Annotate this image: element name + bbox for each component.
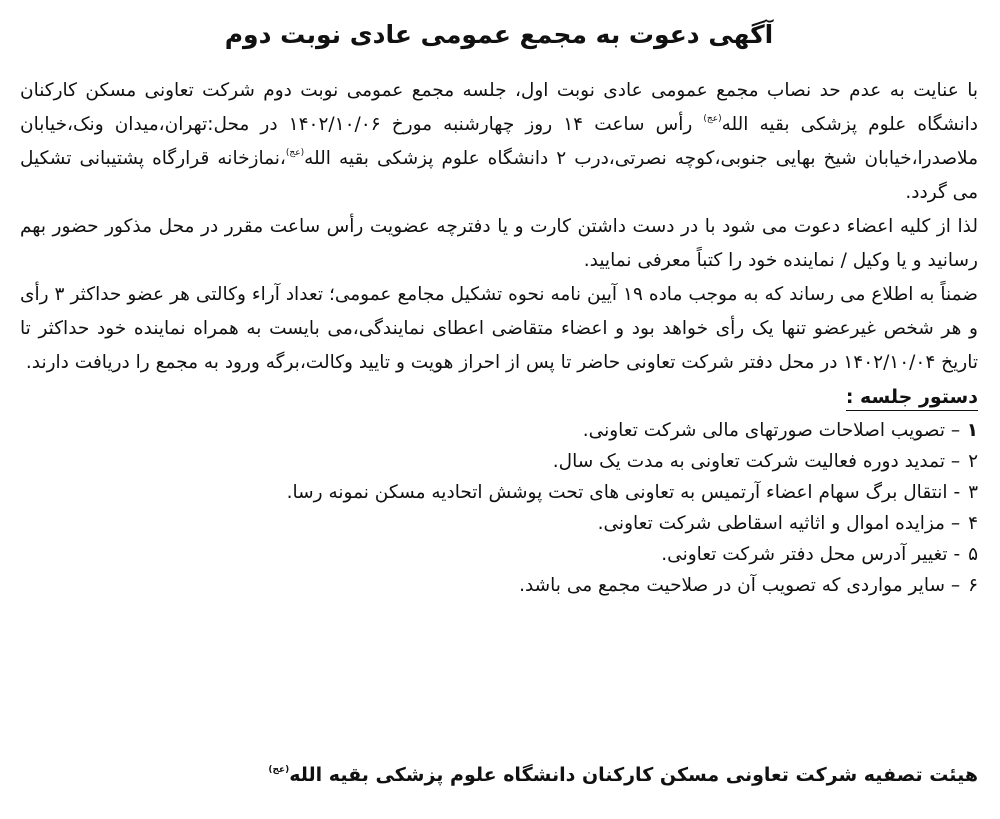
agenda-item <box>20 508 978 539</box>
agenda-item <box>20 539 978 570</box>
agenda-item-number: ۶ <box>968 575 978 596</box>
honorific-mark: (عج) <box>285 148 305 158</box>
agenda-item <box>20 477 978 508</box>
paragraph-proxy-rules: ضمناً به اطلاع می رساند که به موجب ماده ۱۹ آیین نامه نحوه تشکیل مجامع عمومی؛ تعداد آراء وکالتی هر عضو حداکثر ۳ رأی و هر شخص غیرعضو تنها یک رأی خواهد بود و اعضاء متقاضی اعطای نمایندگی،می بایست به همراه نماینده خود حداکثر تا تاریخ ۱۴۰۲/۱۰/۰۴ در محل دفتر شرکت تعاونی حاضر تا پس از احراز هویت و تایید وکالت،برگه ورود به مجمع را دریافت دارند. <box>20 284 979 373</box>
paragraph-meeting-details <box>20 74 978 210</box>
agenda-item-text: مزایده اموال و اثاثیه اسقاطی شرکت تعاونی. <box>597 513 945 534</box>
agenda-item-number: ۵ <box>968 544 978 565</box>
paragraph-meeting-details-part2: رأس ساعت ۱۴ روز چهارشنبه مورخ ۱۴۰۲/۱۰/۰۶ در محل:تهران،میدان ونک،خیابان ملاصدرا،خیابان شیخ بهایی جنوبی،کوچه نصرتی،درب ۲ دانشگاه علوم پزشکی بقیه الله <box>20 114 978 169</box>
paragraph-meeting-details-part3: ،نمازخانه قرارگاه پشتیبانی تشکیل می گردد. <box>20 148 978 203</box>
agenda-item-text: تمدید دوره فعالیت شرکت تعاونی به مدت یک سال. <box>552 451 945 472</box>
agenda-list <box>20 415 978 601</box>
paragraph-meeting-details-part1: با عنایت به عدم حد نصاب مجمع عمومی عادی نوبت اول، جلسه مجمع عمومی نوبت دوم شرکت تعاونی مسکن کارکنان دانشگاه علوم پزشکی بقیه الله <box>20 80 978 135</box>
agenda-item-number: ۱ <box>966 420 978 441</box>
paragraph-invitation: لذا از کلیه اعضاء دعوت می شود با در دست داشتن کارت و یا دفترچه عضویت رأس ساعت مقرر در محل مذکور حضور بهم رسانید و یا وکیل / نماینده خود را کتباً معرفی نمایید. <box>20 216 978 271</box>
agenda-item <box>20 415 978 446</box>
agenda-item-separator: – <box>944 420 966 441</box>
agenda-item-number: ۴ <box>968 513 978 534</box>
agenda-item <box>20 570 978 601</box>
announcement-body <box>20 74 978 601</box>
agenda-item-separator: – <box>944 513 966 534</box>
agenda-item-text: تصویب اصلاحات صورتهای مالی شرکت تعاونی. <box>582 420 945 441</box>
agenda-item-number: ۲ <box>968 451 978 472</box>
agenda-heading: دستور جلسه : <box>846 384 978 411</box>
agenda-item-text: سایر مواردی که تصویب آن در صلاحیت مجمع می باشد. <box>519 575 945 596</box>
agenda-item-text: تغییر آدرس محل دفتر شرکت تعاونی. <box>661 544 948 565</box>
agenda-item <box>20 446 978 477</box>
agenda-item-text: انتقال برگ سهام اعضاء آرتمیس به تعاونی های تحت پوشش اتحادیه مسکن نمونه رسا. <box>286 482 948 503</box>
agenda-item-separator: - <box>947 544 966 565</box>
agenda-item-separator: - <box>947 482 966 503</box>
agenda-item-separator: – <box>944 575 966 596</box>
honorific-mark: (عج) <box>703 114 722 124</box>
announcement-title: آگهی دعوت به مجمع عمومی عادی نوبت دوم <box>224 20 774 49</box>
signature-text: هیئت تصفیه شرکت تعاونی مسکن کارکنان دانشگاه علوم پزشکی بقیه الله <box>289 764 978 786</box>
honorific-mark: (عج) <box>268 765 290 775</box>
agenda-item-number: ۳ <box>968 482 978 503</box>
signature-line <box>268 760 978 790</box>
agenda-item-separator: – <box>944 451 966 472</box>
